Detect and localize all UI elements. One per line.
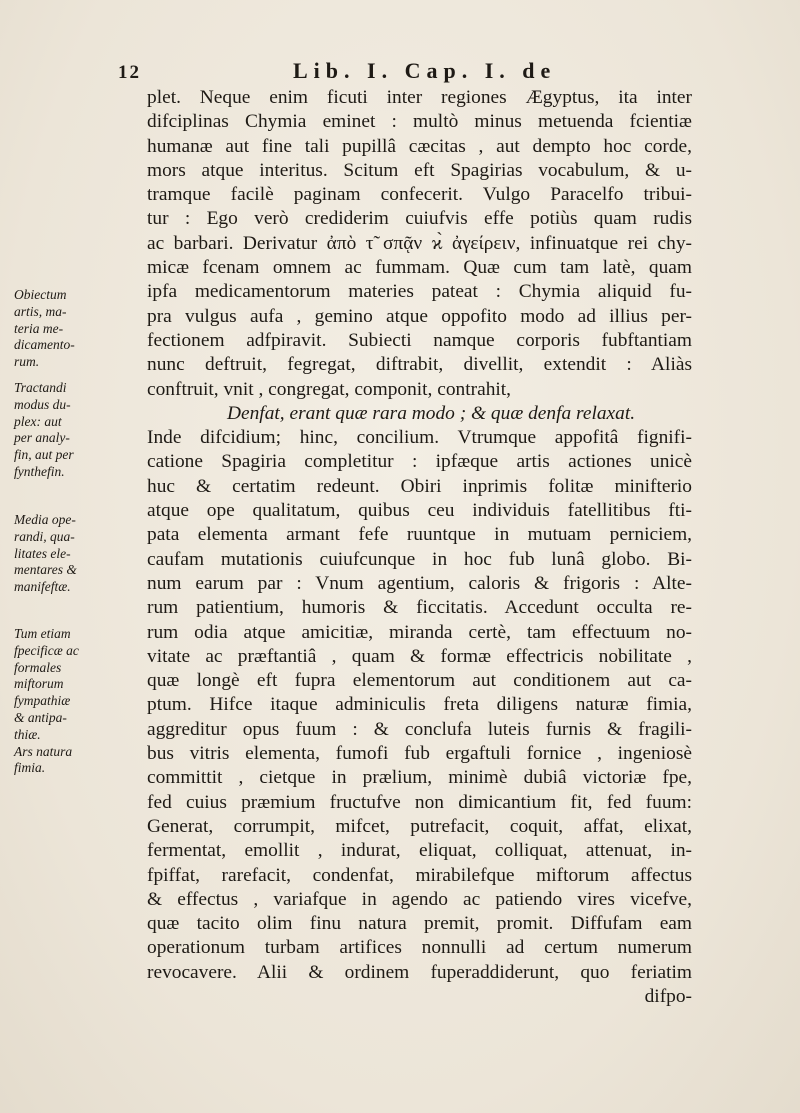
- text-line-16: catione Spagiria completitur : ipfæque artis actiones unicè: [147, 451, 692, 473]
- margin-note-line: Ars natura: [14, 743, 73, 759]
- text-line-33: fpiffat, rarefacit, condenfat, mirabilefque miftorum affectus: [147, 864, 692, 886]
- margin-note-line: fynthefin.: [14, 463, 65, 479]
- margin-note-line: plex: aut: [14, 413, 62, 429]
- text-line-23: rum odia atque amicitiæ, miranda certè, tam effectuum no-: [147, 621, 692, 643]
- text-line-24: vitate ac præftantiâ , quam & formæ effectricis nobilitate ,: [147, 645, 692, 667]
- margin-note-method: [14, 380, 140, 481]
- main-text-block: [147, 86, 692, 1009]
- text-line-15: Inde difcidium; hinc, concilium. Vtrumque appofitâ fignifi-: [147, 427, 692, 449]
- text-line-27: aggreditur opus fuum : & conclufa luteis furnis & fragili-: [147, 718, 692, 740]
- margin-note-line: manifeftæ.: [14, 579, 71, 595]
- margin-note-line: Obiectum: [14, 287, 67, 302]
- margin-note-line: modus du-: [14, 396, 71, 412]
- margin-note-sympathies: [14, 626, 140, 777]
- margin-note-line: & antipa-: [14, 709, 67, 725]
- margin-note-line: thiæ.: [14, 726, 41, 742]
- text-line-19: pata elementa armant fefe ruuntque in mutuam perniciem,: [147, 524, 692, 546]
- margin-note-line: randi, qua-: [14, 528, 75, 544]
- text-line-5: tramque facilè paginam confecerit. Vulgo Paracelfo tribui-: [147, 184, 692, 206]
- text-line-4: mors atque interitus. Scitum eft Spagirias vocabulum, & u-: [147, 159, 692, 181]
- text-line-17: huc & certatim redeunt. Obiri inprimis folitæ minifterio: [147, 475, 692, 497]
- verse-line: Denfat, erant quæ rara modo ; & quæ denfa relaxat.: [227, 402, 636, 424]
- text-line-10: pra vulgus aufa , gemino atque oppofito modo ad illius per-: [147, 305, 692, 327]
- margin-note-line: per analy-: [14, 430, 70, 446]
- margin-note-line: miftorum: [14, 676, 64, 692]
- running-header: [118, 58, 678, 88]
- text-line-25: quæ longè eft fupra elementorum aut conditionem aut ca-: [147, 670, 692, 692]
- margin-note-line: Tum etiam: [14, 626, 71, 641]
- text-line-28: bus vitris elementa, fumofi fub ergaftuli fornice , ingeniosè: [147, 743, 692, 765]
- text-line-26: ptum. Hifce itaque adminiculis freta diligens naturæ fimia,: [147, 694, 692, 716]
- margin-note-line: Media ope-: [14, 512, 76, 527]
- text-line-1: plet. Neque enim ficuti inter regiones Ægyptus, ita inter: [147, 87, 692, 108]
- text-line-36: operationum turbam artifices nonnulli ad certum numerum: [147, 937, 692, 959]
- text-line-2: difciplinas Chymia eminet : multò minus metuenda fcientiæ: [147, 111, 692, 133]
- margin-note-line: formales: [14, 659, 62, 675]
- text-line-37: revocavere. Alii & ordinem fuperaddiderunt, quo feriatim: [147, 961, 692, 983]
- text-line-11: fectionem adfpiravit. Subiecti namque corporis fubftantiam: [147, 329, 692, 351]
- text-line-12: nunc deftruit, fegregat, diftrabit, divellit, extendit : Aliàs: [147, 354, 692, 376]
- running-title: Lib. I. Cap. I. de: [293, 58, 557, 83]
- text-line-29: committit , cietque in prælium, minimè dubiâ victoriæ fpe,: [147, 767, 692, 789]
- margin-note-line: artis, ma-: [14, 303, 67, 319]
- text-line-9: ipfa medicamentorum materies pateat : Chymia aliquid fu-: [147, 281, 692, 303]
- text-line-35: quæ tacito olim finu natura premit, promit. Diffufam eam: [147, 913, 692, 935]
- text-line-21: num earum par : Vnum agentium, caloris & frigoris : Alte-: [147, 572, 692, 594]
- text-line-7: ac barbari. Derivatur ἀπὸ τ̃ σπᾷν ϰ̀ ἀγείρειν, infinuatque rei chy-: [147, 232, 692, 254]
- text-line-8: micæ fcenam omnem ac fummam. Quæ cum tam latè, quam: [147, 257, 692, 279]
- text-line-13: conftruit, vnit , congregat, componit, contrahit,: [147, 378, 512, 400]
- margin-note-line: rum.: [14, 354, 40, 370]
- text-line-34: & effectus , variafque in agendo ac patiendo vires vicefve,: [147, 888, 692, 910]
- margin-note-line: litates ele-: [14, 545, 71, 561]
- text-line-22: rum patientium, humoris & ficcitatis. Accedunt occulta re-: [147, 597, 692, 619]
- margin-note-object: [14, 287, 140, 371]
- margin-note-line: dicamento-: [14, 337, 75, 353]
- margin-note-line: Tractandi: [14, 380, 67, 395]
- text-line-3: humanæ aut fine tali pupillâ cæcitas , aut dempto hoc corde,: [147, 135, 692, 157]
- text-line-30: fed cuius præmium fructufve non dimicantium fit, fed fuum:: [147, 791, 692, 813]
- margin-note-line: fpecificæ ac: [14, 642, 79, 658]
- margin-note-line: fympathiæ: [14, 693, 71, 709]
- text-line-18: atque ope qualitatum, quibus ceu individuis fatellitibus fti-: [147, 500, 692, 522]
- text-line-6: tur : Ego verò crediderim cuiufvis effe potiùs quam rudis: [147, 208, 692, 230]
- margin-note-line: teria me-: [14, 320, 64, 336]
- margin-note-line: fin, aut per: [14, 447, 74, 463]
- margin-note-line: fimia.: [14, 760, 46, 776]
- margin-note-qualities: [14, 512, 140, 596]
- catchword: difpo-: [644, 985, 692, 1007]
- margin-note-line: mentares &: [14, 562, 77, 578]
- text-line-20: caufam mutationis cuiufcunque in hoc fub lunâ globo. Bi-: [147, 548, 692, 570]
- page-number: 12: [118, 62, 141, 83]
- text-line-31: Generat, corrumpit, mifcet, putrefacit, coquit, affat, elixat,: [147, 815, 692, 837]
- text-line-32: fermentat, emollit , indurat, eliquat, colliquat, attenuat, in-: [147, 840, 692, 862]
